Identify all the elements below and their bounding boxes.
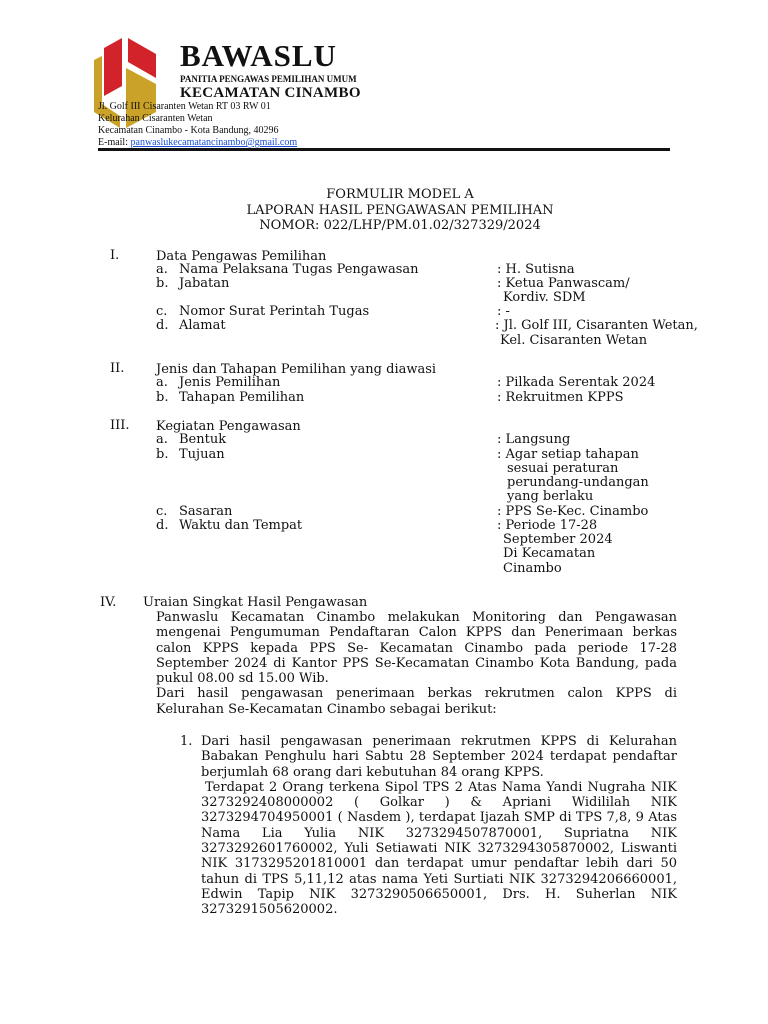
email-label: E-mail: [98, 137, 131, 148]
field-value: : Pilkada Serentak 2024 [497, 375, 656, 390]
field-value: : Agar setiap tahapan [497, 447, 639, 462]
field-label: Alamat [179, 318, 226, 333]
item-letter: b. [156, 447, 169, 462]
summary-body [156, 610, 677, 717]
item-letter: b. [156, 390, 169, 405]
field-value: : Periode 17-28 [497, 518, 598, 533]
list-number: 1. [180, 734, 193, 749]
field-label: Jabatan [179, 276, 230, 291]
item-letter: a. [156, 262, 168, 277]
item-letter: d. [156, 518, 169, 533]
field-value: : PPS Se-Kec. Cinambo [497, 504, 649, 519]
field-value: : Rekruitmen KPPS [497, 390, 624, 405]
section-heading: Kegiatan Pengawasan [156, 419, 301, 434]
form-title: FORMULIR MODEL A [326, 187, 474, 202]
field-value-cont: sesuai peraturan [507, 461, 619, 476]
field-value-cont: perundang-undangan [507, 475, 649, 490]
address-line: Jl. Golf III Cisaranten Wetan RT 03 RW 01 [98, 101, 271, 112]
address-line: Kecamatan Cinambo - Kota Bandung, 40296 [98, 125, 279, 136]
field-value-cont: Di Kecamatan [503, 546, 596, 561]
field-label: Nomor Surat Perintah Tugas [179, 304, 370, 319]
section-heading: Uraian Singkat Hasil Pengawasan [143, 595, 368, 610]
item-letter: c. [156, 504, 168, 519]
header-rule [98, 148, 670, 151]
field-value-cont: Kel. Cisaranten Wetan [500, 333, 648, 348]
field-value-cont: September 2024 [503, 532, 613, 547]
field-value: : Ketua Panwascam/ [497, 276, 630, 291]
summary-paragraph: Panwaslu Kecamatan Cinambo melakukan Monitoring dan Pengawasan mengenai Pengumuman Pendaftaran Calon KPPS dan Penerimaan berkas calon KPPS kepada PPS Se- Kecamatan Cinambo pada periode 17-28 September 2024 di Kantor PPS Se-Kecamatan Cinambo Kota Bandung, pada pukul 08.00 sd 15.00 Wib. [156, 610, 677, 687]
section-number: I. [110, 248, 120, 263]
section-number: II. [110, 361, 125, 376]
district-name: KECAMATAN CINAMBO [180, 85, 361, 101]
section-number: IV. [100, 595, 117, 610]
list-item [201, 734, 677, 918]
report-number: NOMOR: 022/LHP/PM.01.02/327329/2024 [259, 218, 541, 233]
summary-paragraph: Dari hasil pengawasan penerimaan berkas rekrutmen calon KPPS di Kelurahan Se-Kecamatan Cinambo sebagai berikut: [156, 686, 677, 717]
field-value-cont: yang berlaku [507, 489, 594, 504]
field-value: : - [497, 304, 510, 319]
section-number: III. [110, 418, 130, 433]
list-item-paragraph: Dari hasil pengawasan penerimaan rekrutmen KPPS di Kelurahan Babakan Penghulu hari Sabtu 28 September 2024 terdapat pendaftar berjumlah 68 orang dari kebutuhan 84 orang KPPS. [201, 734, 677, 780]
email-link[interactable]: panwaslukecamatancinambo@gmail.com [130, 137, 298, 148]
field-value: : Jl. Golf III, Cisaranten Wetan, [495, 318, 698, 333]
section-heading: Jenis dan Tahapan Pemilihan yang diawasi [156, 362, 437, 377]
field-value: : H. Sutisna [497, 262, 575, 277]
field-label: Bentuk [179, 432, 227, 447]
field-value-cont: Cinambo [503, 561, 562, 576]
field-label: Jenis Pemilihan [179, 375, 281, 390]
report-title: LAPORAN HASIL PENGAWASAN PEMILIHAN [246, 203, 554, 218]
item-letter: c. [156, 304, 168, 319]
item-letter: d. [156, 318, 169, 333]
item-letter: b. [156, 276, 169, 291]
field-value: : Langsung [497, 432, 571, 447]
address-line: Kelurahan Cisaranten Wetan [98, 113, 213, 124]
field-label: Sasaran [179, 504, 233, 519]
field-label: Tahapan Pemilihan [179, 390, 305, 405]
field-label: Waktu dan Tempat [179, 518, 303, 533]
field-value-cont: Kordiv. SDM [503, 290, 586, 305]
item-letter: a. [156, 432, 168, 447]
brand-name: BAWASLU [180, 38, 337, 73]
list-item-paragraph: Terdapat 2 Orang terkena Sipol TPS 2 Atas Nama Yandi Nugraha NIK 3273292408000002 ( Golkar ) & Apriani Widililah NIK 3273294704950001 ( Nasdem ), terdapat Ijazah SMP di TPS 7,8, 9 Atas Nama Lia Yulia NIK 3273294507870001, Supriatna NIK 3273292601760002, Yuli Setiawati NIK 3273294305870002, Liswanti NIK 3173295201810001 dan terdapat umur pendaftar lebih dari 50 tahun di TPS 5,11,12 atas nama Yeti Surtiati NIK 3273294206660001, Edwin Tapip NIK 3273290506650001, Drs. H. Suherlan NIK 3273291505620002. [201, 779, 677, 918]
item-letter: a. [156, 375, 168, 390]
organization-subtitle: PANITIA PENGAWAS PEMILIHAN UMUM [180, 74, 357, 84]
section-heading: Data Pengawas Pemilihan [156, 249, 327, 264]
field-label: Tujuan [179, 447, 225, 462]
field-label: Nama Pelaksana Tugas Pengawasan [179, 262, 419, 277]
